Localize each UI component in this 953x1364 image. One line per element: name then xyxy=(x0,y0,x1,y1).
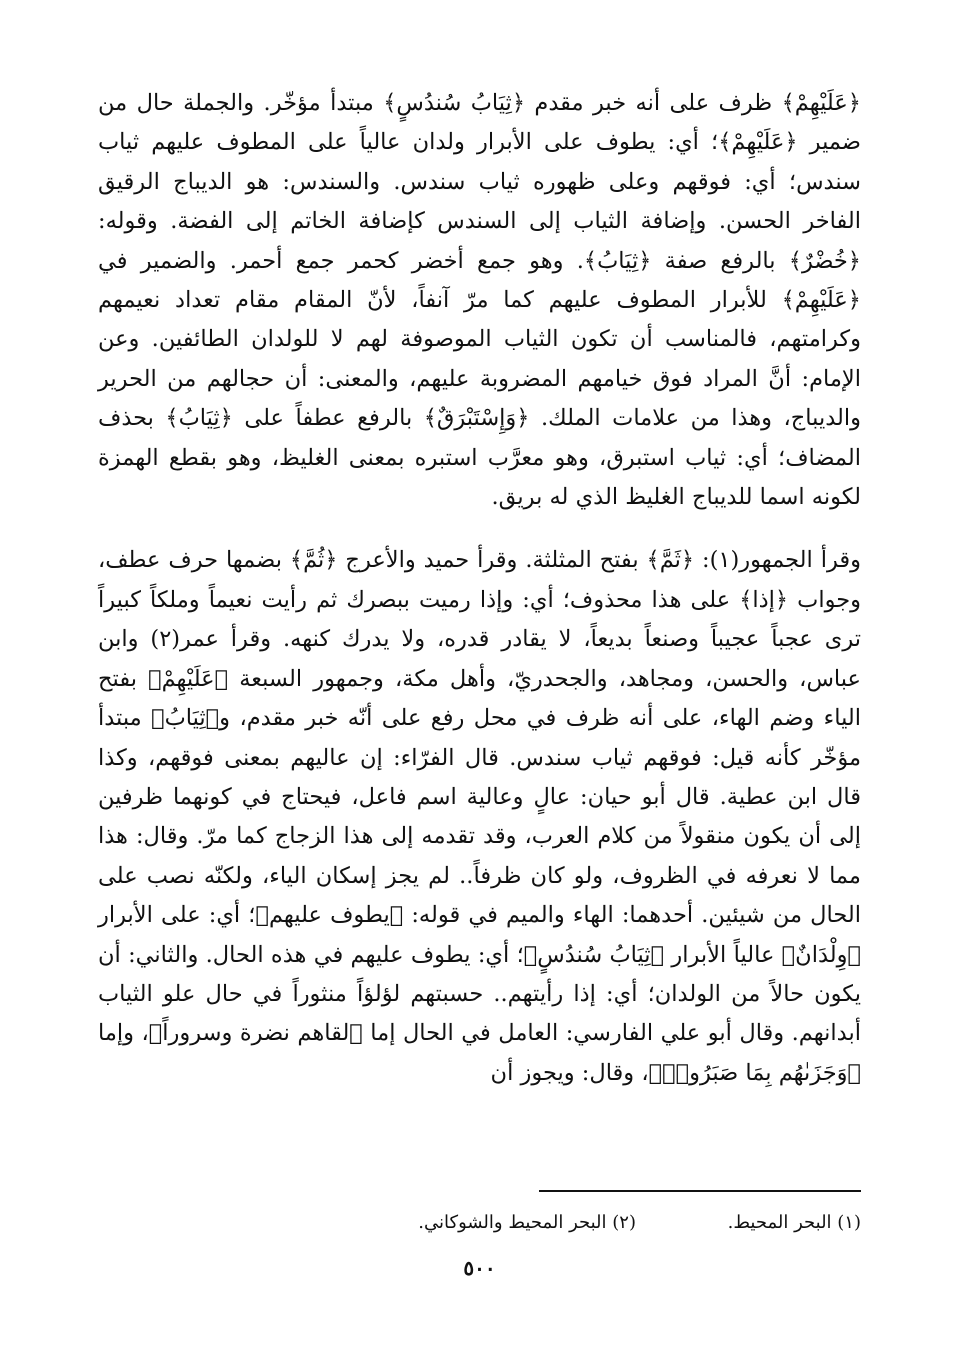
footnote-1: (١) البحر المحيط. xyxy=(727,1212,861,1233)
page-body xyxy=(98,84,861,1314)
paragraph-1: ﴿عَلَيْهِمْ﴾ ظرف على أنه خبر مقدم ﴿ثِيَابُ سُندُسٍ﴾ مبتدأ مؤخّر. والجملة حال من ضمير ﴿عَلَيْهِمْ﴾؛ أي: يطوف على الأبرار ولدان عالياً على المطوف عليهم ثياب سندس؛ أي: فوقهم وعلى ظهوره ثياب سندس. والسندس: هو الديباج الرقيق الفاخر الحسن. وإضافة الثياب إلى السندس كإضافة الخاتم إلى الفضة. وقوله: ﴿خُضْرٌ﴾ بالرفع صفة ﴿ثِيَابُ﴾. وهو جمع أخضر كحمر جمع أحمر. والضمير في ﴿عَلَيْهِمْ﴾ للأبرار المطوف عليهم كما مرّ آنفاً، لأنّ المقام مقام تعداد نعيمهم وكرامتهم، فالمناسب أن تكون الثياب الموصوفة لهم لا للولدان الطائفين. وعن الإمام: أنَّ المراد فوق خيامهم المضروبة عليهم، والمعنى: أن حجالهم من الحرير والديباج، وهذا من علامات الملك. ﴿وَإِسْتَبْرَقٌ﴾ بالرفع عطفاً على ﴿ثِيَابُ﴾ بحذف المضاف؛ أي: ثياب استبرق، وهو معرَّب استبره بمعنى الغليظ، وهو بقطع الهمزة لكونه اسما للديباج الغليظ الذي له بريق. xyxy=(98,90,861,511)
footnotes xyxy=(98,1208,861,1238)
footnote-2: (٢) البحر المحيط والشوكاني. xyxy=(418,1212,636,1233)
page-number: ٥٠٠ xyxy=(463,1256,496,1280)
paragraph-2: وقرأ الجمهور(١): ﴿ثَمَّ﴾ بفتح المثلثة. وقرأ حميد والأعرج ﴿ثُمَّ﴾ بضمها حرف عطف، وجواب ﴿إذا﴾ على هذا محذوف؛ أي: وإذا رميت ببصرك ثم رأيت نعيماً وملكاً كبيراً ترى عجباً عجيباً وصنعاً بديعاً، لا يقادر قدره، ولا يدرك كنهه. وقرأ عمر(٢) وابن عباس، والحسن، ومجاهد، والجحدريّ، وأهل مكة، وجمهور السبعة ﴿عَلَيْهِمْ﴾ بفتح الياء وضم الهاء، على أنه ظرف في محل رفع على أنّه خبر مقدم، و﴿ثِيَابُ﴾ مبتدأ مؤخّر كأنه قيل: فوقهم ثياب سندس. قال الفرّاء: إن عاليهم بمعنى فوقهم، وكذا قال ابن عطية. قال أبو حيان: عالٍ وعالية اسم فاعل، فيحتاج في كونهما ظرفين إلى أن يكون منقولاً من كلام العرب، وقد تقدمه إلى هذا الزجاج كما مرّ. وقال: هذا مما لا نعرفه في الظروف، ولو كان ظرفاً.. لم يجز إسكان الياء، ولكنّه نصب على الحال من شيئين. أحدهما: الهاء والميم في قوله: ﴿يطوف عليهم﴾؛ أي: على الأبرار ﴿وِلْدَانٌ﴾ عالياً الأبرار ﴿ثِيَابُ سُندُسٍ﴾؛ أي: يطوف عليهم في هذه الحال. والثاني: أن يكون حالاً من الولدان؛ أي: إذا رأيتهم.. حسبتهم لؤلؤاً منثوراً في حال علو الثياب أبدانهم. وقال أبو علي الفارسي: العامل في الحال إما ﴿لقاهم نضرة وسروراً﴾، وإما ﴿وَجَزَىٰهُم بِمَا صَبَرُوا۟﴾، وقال: ويجوز أن xyxy=(98,547,862,1086)
footnote-separator xyxy=(539,1190,861,1192)
